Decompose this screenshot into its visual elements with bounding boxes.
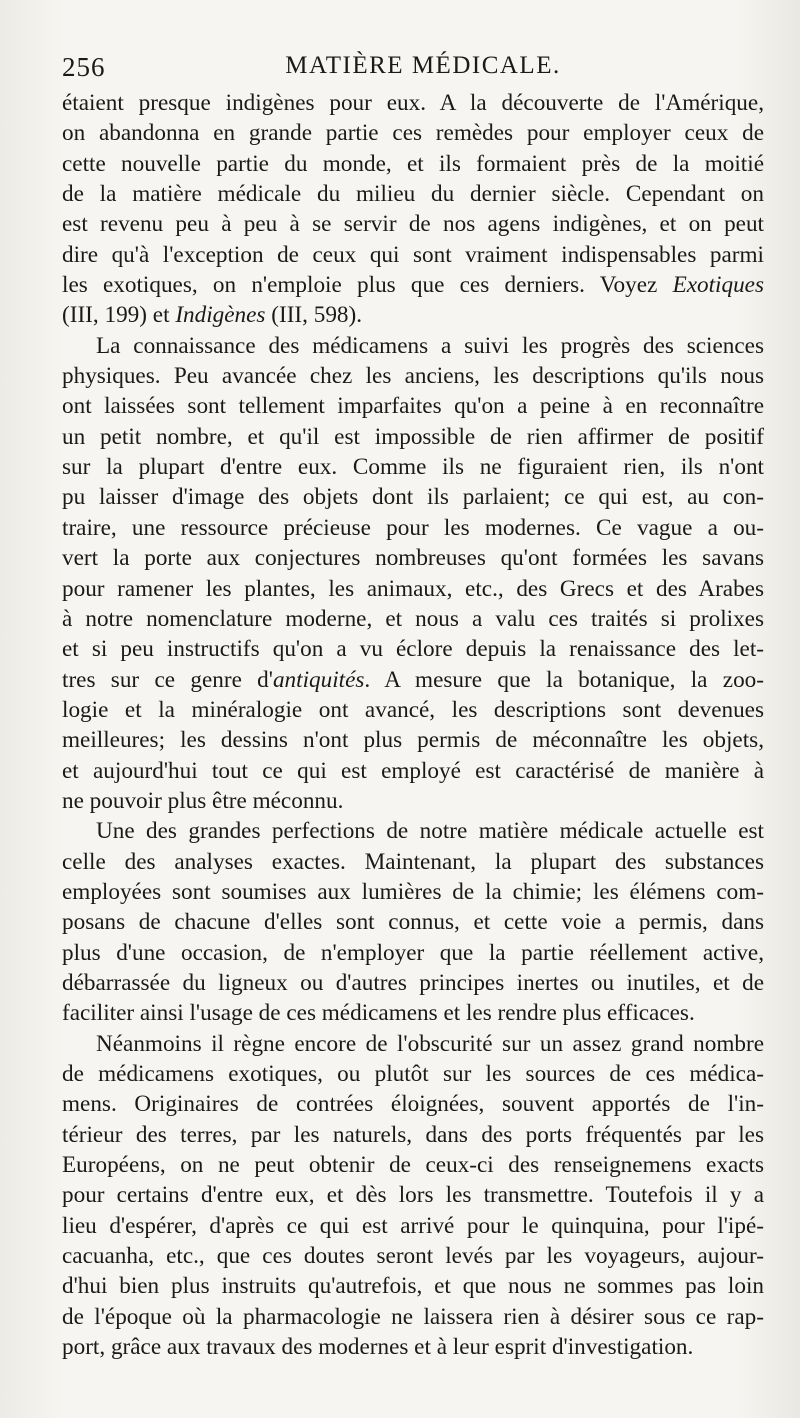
text-line: on abandonna en grande partie ces remèdes pour employer ceux de xyxy=(62,120,764,147)
text-line: et si peu instructifs qu'on a vu éclore depuis la renaissance des let- xyxy=(62,636,764,663)
paragraph xyxy=(62,331,764,817)
text-line: pour ramener les plantes, les animaux, etc., des Grecs et des Arabes xyxy=(62,575,764,602)
text-line: meilleures; les dessins n'ont plus permis de méconnaître les objets, xyxy=(62,727,764,754)
text-line: employées sont soumises aux lumières de la chimie; les élémens com- xyxy=(62,878,764,905)
text-line: ne pouvoir plus être méconnu. xyxy=(62,787,344,814)
text-line: cette nouvelle partie du monde, et ils formaient près de la moitié xyxy=(62,150,764,177)
text-line: de la matière médicale du milieu du dernier siècle. Cependant on xyxy=(62,181,764,208)
text-line: La connaissance des médicamens a suivi les progrès des sciences xyxy=(96,332,764,359)
paragraph xyxy=(62,88,764,331)
text-line: et aujourd'hui tout ce qui est employé est caractérisé de manière à xyxy=(62,757,764,784)
text-line: posans de chacune d'elles sont connus, et cette voie a permis, dans xyxy=(62,909,764,936)
text-line: pour certains d'entre eux, et dès lors les transmettre. Toutefois il y a xyxy=(62,1182,764,1209)
text-line: celle des analyses exactes. Maintenant, la plupart des substances xyxy=(62,848,764,875)
text-line: de médicamens exotiques, ou plutôt sur les sources de ces médica- xyxy=(62,1061,764,1087)
text-line: cacuanha, etc., que ces doutes seront levés par les voyageurs, aujour- xyxy=(62,1243,764,1270)
italic-term: antiquités xyxy=(272,666,365,693)
text-line: tres sur ce genre d'antiquités. A mesure que la botanique, la zoo- xyxy=(62,666,764,693)
text-line: sur la plupart d'entre eux. Comme ils ne figuraient rien, ils n'ont xyxy=(62,454,764,481)
text-line: plus d'une occasion, de n'employer que la partie réellement active, xyxy=(62,939,764,966)
text-line: un petit nombre, et qu'il est impossible de rien affirmer de positif xyxy=(62,423,764,450)
text-line: Européens, on ne peut obtenir de ceux-ci des renseignemens exacts xyxy=(62,1152,764,1179)
text-line: de l'époque où la pharmacologie ne laissera rien à désirer sous ce rap- xyxy=(62,1303,764,1330)
paragraph xyxy=(62,1029,764,1363)
page-header xyxy=(62,52,784,88)
paragraph xyxy=(62,816,764,1028)
italic-term: Indigènes xyxy=(175,302,266,329)
text-line: térieur des terres, par les naturels, dans des ports fréquentés par les xyxy=(62,1121,764,1148)
text-line: faciliter ainsi l'usage de ces médicamens et les rendre plus efficaces. xyxy=(62,1000,695,1027)
text-line: traire, une ressource précieuse pour les modernes. Ce vague a ou- xyxy=(62,514,764,541)
text-line: est revenu peu à peu à se servir de nos agens indigènes, et on peut xyxy=(62,211,764,238)
text-line: d'hui bien plus instruits qu'autrefois, et que nous ne sommes pas loin xyxy=(62,1273,764,1300)
text-line: vert la porte aux conjectures nombreuses qu'ont formées les savans xyxy=(62,545,764,572)
text-line: à notre nomenclature moderne, et nous a valu ces traités si prolixes xyxy=(62,605,764,632)
text-line: les exotiques, on n'emploie plus que ces derniers. Voyez Exotiques xyxy=(62,272,764,299)
text-line: débarrassée du ligneux ou d'autres principes inertes ou inutiles, et de xyxy=(62,969,764,996)
text-line: Néanmoins il règne encore de l'obscurité sur un assez grand nombre xyxy=(96,1030,764,1057)
page-number: 256 xyxy=(62,52,106,82)
text-line: logie et la minéralogie ont avancé, les descriptions sont devenues xyxy=(62,696,764,723)
text-line: port, grâce aux travaux des modernes et à leur esprit d'investigation. xyxy=(62,1334,694,1361)
body-text xyxy=(62,88,764,1362)
text-line: Une des grandes perfections de notre matière médicale actuelle est xyxy=(96,818,764,845)
text-line: pu laisser d'image des objets dont ils parlaient; ce qui est, au con- xyxy=(62,484,764,511)
italic-term: Exotiques xyxy=(672,272,764,299)
text-line: dire qu'à l'exception de ceux qui sont vraiment indispensables parmi xyxy=(62,241,764,268)
text-line: ont laissées sont tellement imparfaites qu'on a peine à en reconnaître xyxy=(62,393,764,420)
text-line: physiques. Peu avancée chez les anciens, les descriptions qu'ils nous xyxy=(62,363,764,390)
text-line: mens. Originaires de contrées éloignées, souvent apportés de l'in- xyxy=(62,1091,764,1118)
text-line: lieu d'espérer, d'après ce qui est arrivé pour le quinquina, pour l'ipé- xyxy=(62,1212,764,1239)
running-title: MATIÈRE MÉDICALE. xyxy=(285,52,561,79)
text-line: (III, 199) et Indigènes (III, 598). xyxy=(62,302,363,329)
text-line: étaient presque indigènes pour eux. A la découverte de l'Amérique, xyxy=(62,90,764,116)
